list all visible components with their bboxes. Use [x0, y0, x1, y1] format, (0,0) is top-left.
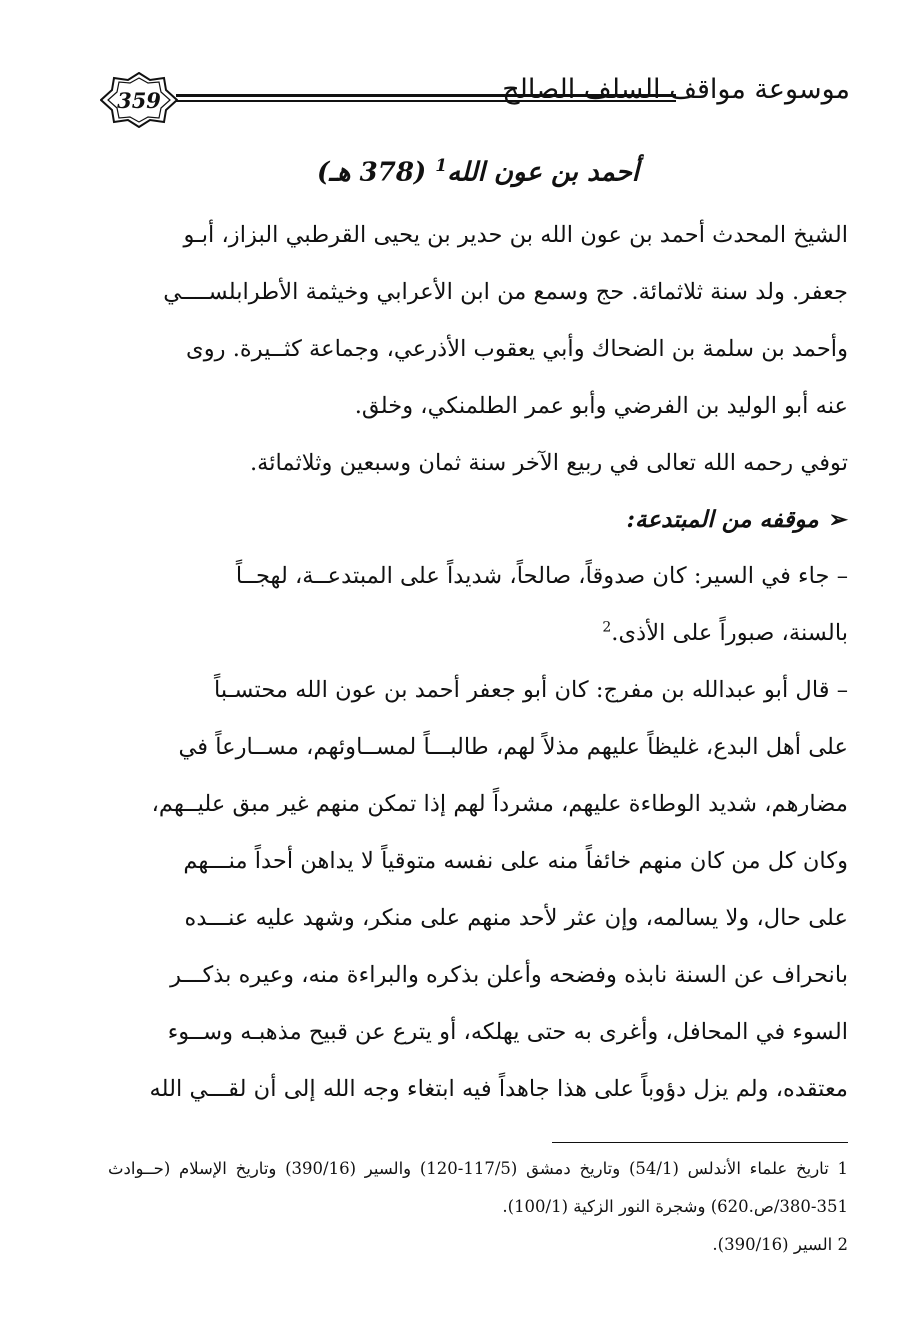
- siyar-quote: [108, 548, 848, 662]
- text-line: توفي رحمه الله تعالى في ربيع الآخر سنة ثمان وسبعين وثلاثمائة.: [249, 449, 848, 476]
- text-line: على أهل البدع، غليظاً عليهم مذلاً لهم، طالبـــاً لمســاوئهم، مســارعاً في: [178, 733, 848, 760]
- running-title: موسوعة مواقف السلف الصالح: [502, 74, 850, 105]
- entry-name: أحمد بن عون الله: [447, 157, 640, 188]
- mufarrij-quote: [108, 662, 848, 1118]
- footnote-ref-1: 1: [435, 156, 448, 176]
- text-line: وأحمد بن سلمة بن الضحاك وأبي يعقوب الأذرعي، وجماعة كثــيرة. روى: [186, 335, 848, 362]
- entry-title: [108, 140, 848, 199]
- death-paragraph: [108, 435, 848, 492]
- section-heading: [108, 492, 848, 548]
- text-fragment: بالسنة، صبوراً على الأذى.: [611, 619, 848, 646]
- page-number-badge: [100, 72, 178, 128]
- arrow-bullet-icon: ➢: [828, 505, 848, 533]
- footnote-separator: [552, 1142, 848, 1143]
- footnote-ref-2: 2: [602, 619, 612, 636]
- text-line: [108, 605, 848, 662]
- text-line: جعفر. ولد سنة ثلاثمائة. حج وسمع من ابن الأعرابي وخيثمة الأطرابلســــي: [163, 278, 848, 305]
- text-line: بانحراف عن السنة نابذه وفضحه وأعلن بذكره والبراءة منه، وعيره بذكـــر: [170, 961, 848, 988]
- text-line: السوء في المحافل، وأغرى به حتى يهلكه، أو يترع عن قبيح مذهبـه وســوء: [167, 1018, 848, 1045]
- page-number: 359: [117, 87, 161, 113]
- page-content: [108, 140, 848, 1118]
- footnote-2: 2 السير (390/16).: [712, 1235, 848, 1254]
- text-line: – جاء في السير: كان صدوقاً، صالحاً، شديداً على المبتدعــة، لهجــاً: [235, 562, 848, 589]
- text-line: – قال أبو عبدالله بن مفرج: كان أبو جعفر أحمد بن عون الله محتسـباً: [214, 676, 848, 703]
- text-line: عنه أبو الوليد بن الفرضي وأبو عمر الطلمنكي، وخلق.: [354, 392, 848, 419]
- page-header: [100, 72, 850, 128]
- text-line: الشيخ المحدث أحمد بن عون الله بن حدير بن يحيى القرطبي البزاز، أبـو: [183, 221, 848, 248]
- biography-paragraph: [108, 207, 848, 435]
- text-line: على حال، ولا يسالمه، وإن عثر لأحد منهم على منكر، وشهد عليه عنـــده: [184, 904, 848, 931]
- footnotes: [108, 1150, 848, 1264]
- entry-date: (378 هـ): [316, 157, 427, 188]
- text-line: مضارهم، شديد الوطاءة عليهم، مشرداً لهم إذا تمكن منهم غير مبق عليــهم،: [151, 790, 848, 817]
- text-line: وكان كل من كان منهم خائفاً منه على نفسه متوقياً لا يداهن أحداً منـــهم: [183, 847, 848, 874]
- footnote-1: 1 تاريخ علماء الأندلس (54/1) وتاريخ دمشق (117/5-120) والسير (390/16) وتاريخ الإسلام (حــوادث 351-380/ص.620) وشجرة النور الزكية (100/1).: [108, 1159, 848, 1216]
- section-heading-text: موقفه من المبتدعة:: [626, 505, 819, 533]
- text-line: معتقده، ولم يزل دؤوباً على هذا جاهداً فيه ابتغاء وجه الله إلى أن لقـــي الله: [149, 1075, 848, 1102]
